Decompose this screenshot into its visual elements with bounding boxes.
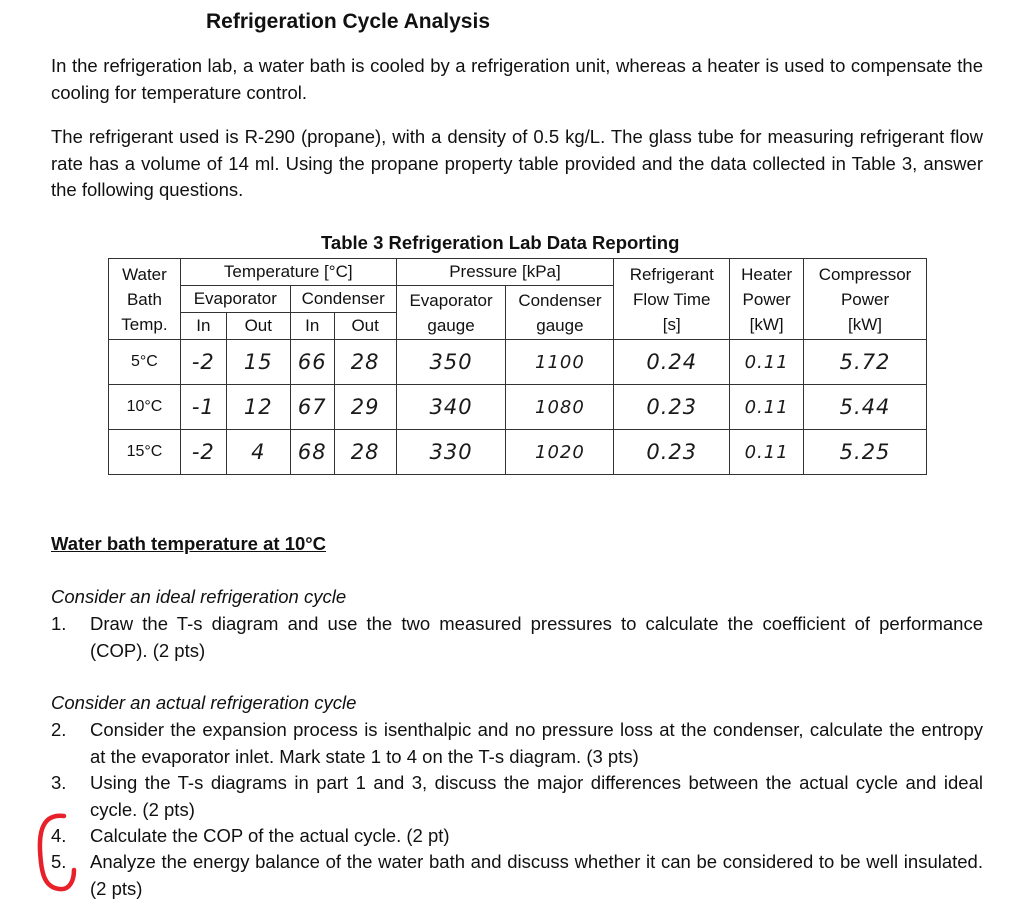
page-title: Refrigeration Cycle Analysis [206,10,490,33]
cell-heater-power: 0.11 [730,340,804,385]
table-row [109,340,927,385]
header-evaporator: Evaporator [180,286,290,313]
cell-compressor-power: 5.25 [804,430,927,475]
header-cond-out: Out [334,313,396,340]
cell-cond-in: 67 [290,385,334,430]
cell-pressure-cond: 1080 [506,385,614,430]
table-caption: Table 3 Refrigeration Lab Data Reporting [321,232,680,253]
header-pressure: Pressure [kPa] [396,259,614,286]
question-number: 3. [51,772,67,793]
question-number: 4. [51,825,67,846]
cell-flow-time: 0.24 [614,340,730,385]
cell-cond-in: 66 [290,340,334,385]
header-cond-in: In [290,313,334,340]
cell-pressure-evap: 340 [396,385,506,430]
table-row [109,430,927,475]
header-evaporator-gauge: Evaporator gauge [396,286,506,340]
table-row [109,385,927,430]
cell-evap-in: -2 [180,340,226,385]
header-compressor-power: Compressor Power [kW] [804,259,927,340]
cell-evap-out: 15 [226,340,290,385]
ideal-cycle-heading: Consider an ideal refrigeration cycle [51,586,347,607]
question-number: 1. [51,613,67,634]
cell-cond-out: 29 [334,385,396,430]
cell-evap-in: -1 [180,385,226,430]
question-2 [51,717,983,770]
cell-evap-out: 4 [226,430,290,475]
cell-cond-out: 28 [334,430,396,475]
cell-pressure-cond: 1020 [506,430,614,475]
cell-bath-temp: 5°C [109,340,181,385]
header-condenser-gauge: Condenser gauge [506,286,614,340]
header-heater-power: Heater Power [kW] [730,259,804,340]
data-table [108,258,927,475]
cell-compressor-power: 5.72 [804,340,927,385]
cell-compressor-power: 5.44 [804,385,927,430]
cell-flow-time: 0.23 [614,430,730,475]
red-circle-annotation [34,810,78,894]
header-evap-out: Out [226,313,290,340]
header-temperature: Temperature [°C] [180,259,396,286]
actual-cycle-heading: Consider an actual refrigeration cycle [51,692,357,713]
cell-cond-in: 68 [290,430,334,475]
cell-cond-out: 28 [334,340,396,385]
cell-bath-temp: 10°C [109,385,181,430]
cell-evap-in: -2 [180,430,226,475]
question-text: Using the T-s diagrams in part 1 and 3, discuss the major differences between the actual cycle and ideal cycle. (2 pts) [90,772,983,820]
question-number: 5. [51,851,67,872]
question-1 [51,611,983,664]
question-text: Consider the expansion process is isenthalpic and no pressure loss at the condenser, calculate the entropy at the evaporator inlet. Mark state 1 to 4 on the T-s diagram. (3 pts) [90,719,983,767]
header-condenser: Condenser [290,286,396,313]
cell-pressure-cond: 1100 [506,340,614,385]
header-refrigerant-flow-time: Refrigerant Flow Time [s] [614,259,730,340]
question-text: Calculate the COP of the actual cycle. (2 pt) [90,825,450,846]
question-4 [51,823,983,850]
header-water-bath: Water Bath Temp. [109,259,181,340]
cell-pressure-evap: 350 [396,340,506,385]
question-3 [51,770,983,823]
section-heading: Water bath temperature at 10°C [51,533,327,554]
question-number: 2. [51,719,67,740]
cell-heater-power: 0.11 [730,385,804,430]
question-text: Analyze the energy balance of the water bath and discuss whether it can be considered to be well insulated. (2 pts) [90,851,983,899]
header-row-1 [109,259,927,286]
header-evap-in: In [180,313,226,340]
cell-bath-temp: 15°C [109,430,181,475]
question-5 [51,849,983,902]
cell-pressure-evap: 330 [396,430,506,475]
cell-flow-time: 0.23 [614,385,730,430]
intro-paragraph-2: The refrigerant used is R-290 (propane), with a density of 0.5 kg/L. The glass tube for measuring refrigerant flow rate has a volume of 14 ml. Using the propane property table provided and the data collected in Table 3, answer the following questions. [51,126,983,200]
cell-heater-power: 0.11 [730,430,804,475]
question-text: Draw the T-s diagram and use the two measured pressures to calculate the coefficient of performance (COP). (2 pts) [90,613,983,661]
cell-evap-out: 12 [226,385,290,430]
intro-paragraph-1: In the refrigeration lab, a water bath is cooled by a refrigeration unit, whereas a heater is used to compensate the cooling for temperature control. [51,55,983,103]
